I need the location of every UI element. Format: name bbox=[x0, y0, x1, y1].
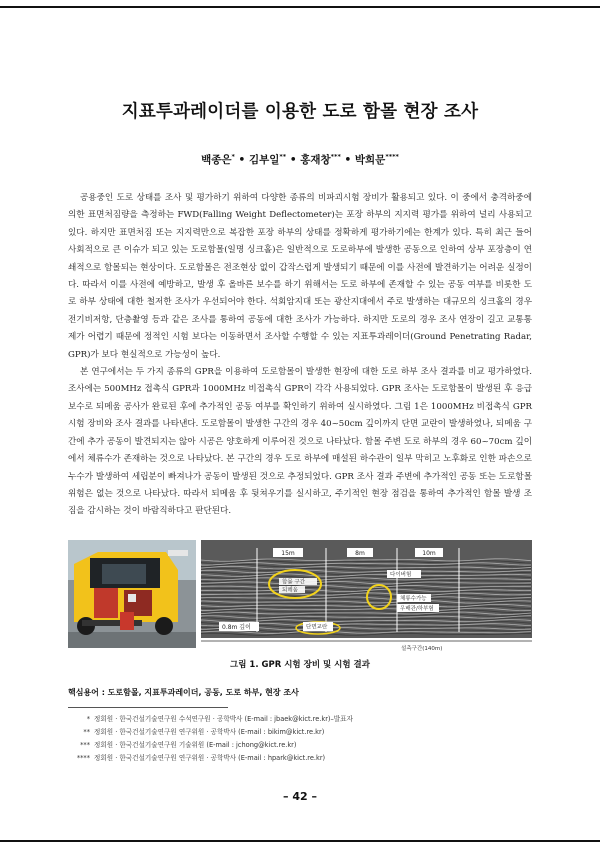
paper-title: 지표투과레이더를 이용한 도로 함몰 현장 조사 bbox=[121, 102, 479, 122]
author-name: 백종은 bbox=[201, 154, 232, 166]
author-separator: • bbox=[340, 154, 355, 166]
footnote-mark: *** bbox=[80, 741, 90, 749]
figure-1 bbox=[68, 540, 532, 652]
author-name: 홍재창 bbox=[300, 154, 331, 166]
author-mark: **** bbox=[385, 152, 399, 161]
author-name: 박희문 bbox=[354, 154, 386, 166]
distance-label: 15m bbox=[281, 550, 295, 557]
depth-label: 0.8m 깊이 bbox=[222, 624, 251, 631]
footnote-rule bbox=[68, 707, 228, 708]
body-paragraph: 공용중인 도로 상태를 조사 및 평가하기 위하여 다양한 종류의 비파괴시험 장비가 활용되고 있다. 이 중에서 충격하중에 의한 표면처짐량을 측정하는 FWD(Falling Weight Deflectometer)는 포장 하부의 지지력 평가를 위하여 널리 사용되고 있다. 하지만 표면처짐 또는 지지력만으로 복잡한 포장 하부의 상태를 정확하게 평가하기에는 한계가 있다. 특히 최근 들어 사회적으로 큰 이슈가 되고 있는 도로함몰(일명 싱크홀)은 일반적으로 도로하부에 발생한 공동으로 인하여 상부 포장층이 연쇄적으로 함몰되는 현상이다. 도로함몰은 전조현상 없이 갑작스럽게 발생되기 때문에 이를 사전에 발견하기는 어려운 실정이다. 따라서 이를 사전에 예방하고, 발생 후 올바른 보수를 하기 위해서는 도로 하부에 존재할 수 있는 공동 여부를 비롯한 도로 하부 상태에 대한 철저한 조사가 우선되어야 한다. 석회암지대 또는 광산지대에서 주로 발생하는 대규모의 싱크홀의 경우 전기비저항, 단층촬영 등과 같은 조사를 통하여 공동에 대한 조사가 가능하다. 하지만 도로의 경우 조사 연장이 길고 교통통제가 어렵기 때문에 정적인 시험 보다는 이동하면서 조사할 수행할 수 있는 지표투과레이더(Ground Penetrating Radar, GPR)가 보다 현실적으로 가능성이 높다. bbox=[68, 193, 532, 360]
distance-label: 10m bbox=[422, 550, 436, 557]
annotation-label: 다이버험 bbox=[390, 572, 412, 578]
page-number: – 42 – bbox=[283, 790, 317, 803]
top-border bbox=[0, 6, 600, 8]
author-separator: • bbox=[234, 154, 249, 166]
author-name: 김부일 bbox=[248, 154, 280, 166]
author-mark: *** bbox=[330, 152, 341, 161]
keywords: 핵심용어 : 도로함몰, 지표투과레이더, 공동, 도로 하부, 현장 조사 bbox=[68, 688, 299, 697]
distance-label: 8m bbox=[355, 550, 365, 557]
annotation-label: 되메움 bbox=[282, 587, 298, 594]
gpr-vehicle-photo bbox=[68, 540, 196, 648]
bottom-border bbox=[0, 840, 600, 842]
footnote-text: 정회원 · 한국건설기술연구원 기술위원 (E-mail : jchong@kict.re.kr) bbox=[94, 741, 297, 749]
author-mark: ** bbox=[279, 152, 287, 161]
footnote bbox=[68, 739, 532, 752]
footnote bbox=[68, 752, 532, 765]
author-separator: • bbox=[286, 154, 301, 166]
footnote bbox=[68, 713, 532, 726]
abstract-body bbox=[68, 190, 532, 521]
annotation-label: 체류수가능 bbox=[400, 596, 427, 602]
footnote-text: 정회원 · 한국건설기술연구원 연구위원 · 공학박사 (E-mail : bikim@kict.re.kr) bbox=[94, 728, 325, 736]
footnote-mark: ** bbox=[83, 728, 90, 736]
footnote-mark: * bbox=[86, 715, 90, 723]
footnote-mark: **** bbox=[76, 754, 90, 762]
figure-caption: 그림 1. GPR 시험 장비 및 시험 결과 bbox=[230, 660, 370, 670]
annotation-label: 단면교란 bbox=[306, 624, 328, 631]
survey-length-label: 설측구간(140m) bbox=[401, 646, 443, 652]
footnotes bbox=[68, 713, 532, 765]
annotation-label: 우배관/하부험 bbox=[400, 606, 434, 612]
body-paragraph: 본 연구에서는 두 가지 종류의 GPR을 이용하여 도로함몰이 발생한 현장에 대한 도로 하부 조사 결과를 비교 평가하였다. 조사에는 500MHz 접촉식 GPR과 1000MHz 비접촉식 GPR이 각각 사용되었다. GPR 조사는 도로함몰이 발생된 후 응급보수로 되메움 공사가 완료된 후에 추가적인 공동 여부를 확인하기 위하여 실시하였다. 그림 1은 1000MHz 비접촉식 GPR 시험 장비와 조사 결과를 나타낸다. 도로함몰이 발생한 구간의 경우 40~50cm 깊이까지 단면 교란이 발생하였나, 되메움 구간에 추가 공동이 발견되지는 않아 시공은 양호하게 이루어진 것으로 나타났다. 함몰 주변 도로 하부의 경우 60~70cm 깊이에서 체류수가 존재하는 것으로 나타났다. 본 구간의 경우 도로 하부에 매설된 하수관이 일부 막히고 노후화로 인한 파손으로 누수가 발생하여 세립분이 빠져나가 공동이 발생된 것으로 추정되었다. GPR 조사 결과 주변에 추가적인 공동 또는 도로함몰 위험은 없는 것으로 나타났다. 따라서 되메움 후 뒷쳐우기를 실시하고, 주기적인 현장 점검을 통하여 추가적인 함몰 발생 조짐을 감시하는 것이 바람직하다고 판단된다. bbox=[68, 367, 532, 517]
footnote-text: 정회원 · 한국건설기술연구원 수석연구원 · 공학박사 (E-mail : jbaek@kict.re.kr)–발표자 bbox=[94, 715, 353, 723]
footnote bbox=[68, 726, 532, 739]
gpr-radargram bbox=[201, 540, 532, 652]
author-line bbox=[0, 152, 600, 167]
author-mark: * bbox=[231, 152, 235, 161]
annotation-label: 함몰 구간 bbox=[282, 579, 306, 586]
footnote-text: 정회원 · 한국건설기술연구원 연구위원 · 공학박사 (E-mail : hpark@kict.re.kr) bbox=[94, 754, 326, 762]
